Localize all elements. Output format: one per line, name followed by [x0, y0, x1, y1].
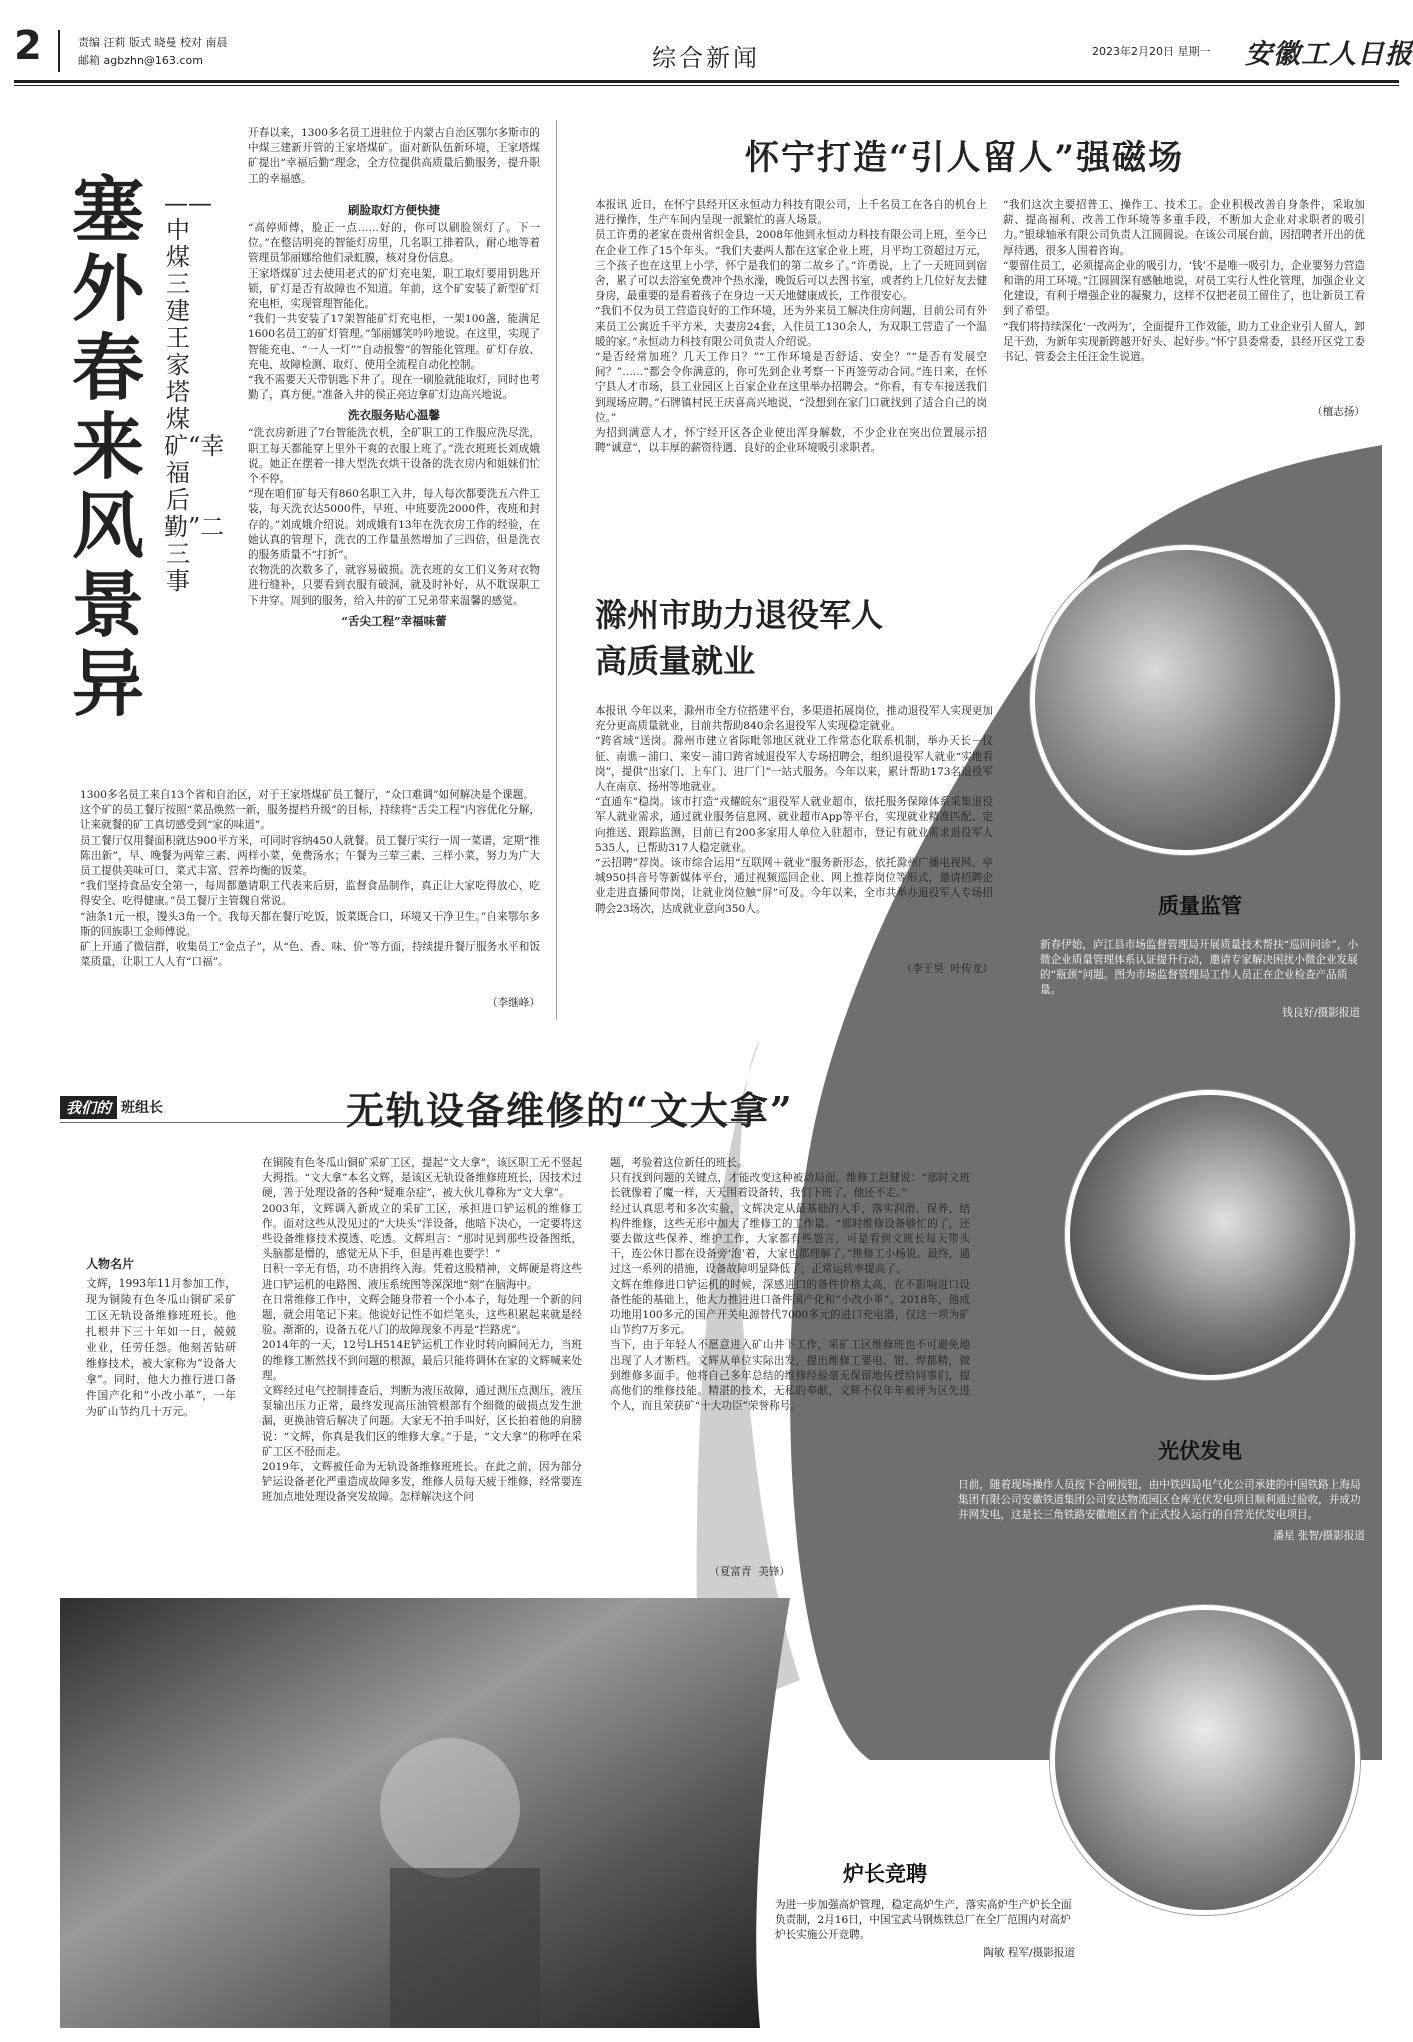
photo3-credit: 陶敏 程军/摄影报道: [983, 1947, 1075, 1959]
staff-credits: 责编 汪莉 版式 晓曼 校对 南晨: [78, 36, 228, 49]
story1-subtitle: ——中煤三建王家塔煤矿“幸福后勤”二三事: [164, 189, 225, 595]
masthead-logo: 安徽工人日报: [1245, 39, 1413, 70]
profile-text: 文辉，1993年11月参加工作，现为铜陵有色冬瓜山铜矿采矿工区无轨设备维修班班长。他扎根井下三十年如一日，兢兢业业，任劳任怨。他刻苦钻研维修技术，被大家称为“设备大拿”。同时，他大力推行进口备件国产化和“小改小革”，一年为矿山节约几十万元。: [86, 1277, 236, 1418]
quality-inspection-photo: [1030, 545, 1340, 855]
story2-column-b: “我们这次主要招普工、操作工、技术工。企业积极改善自身条件，采取加薪、提高福利、改善工作环境等多重手段，不断加大企业对求职者的吸引力。”银球轴承有限公司负责人江圆圆说。在该公司展台前，因招聘者开出的优厚待遇，很多人围着咨询。 “要留住员工，必须提高企业的吸引力，‘钱’不是唯一吸引力，企业要努力营造和谐的用工环境。”江圆圆深有感触地说，对员工实行人性化管理，加强企业文化建设，有利于增强企业的凝聚力，这样不仅把老员工留住了，也让新员工看到了希望。 “我们将持续深化‘一改两为’，全面提升工作效能，助力工业企业引人留人，卸足干劲，为新年实现新跨越开好头、起好步。”怀宁县委常委，县经开区党工委书记、管委会主任汪金生说道。: [1003, 199, 1365, 364]
story2-byline: （檀志扬）: [1312, 406, 1365, 418]
story1-heading-1: 刷脸取灯方便快捷: [348, 203, 440, 217]
profile-title: 人物名片: [86, 1257, 135, 1271]
story2-title: 怀宁打造“引人留人”强磁场: [745, 138, 1185, 178]
solar-power-photo: [1065, 1090, 1355, 1380]
story3-body: 本报讯 今年以来，滁州市全方位搭建平台，多渠道拓展岗位，推动退役军人实现更加充分更高质量就业，目前共帮助840余名退役军人实现稳定就业。 “跨省域”送岗。滁州市建立省际毗邻地区就业工作常态化联系机制，举办天长－仪征、南谯－浦口、来安－浦口跨省域退役军人专场招聘会，组织退役军人就业“实地看岗”，提供“出家门、上车门、进厂门”一站式服务。今年以来，累计帮助173名退役军人在南京、扬州等地就业。 “直通车”稳岗。该市打造“戎耀皖东”退役军人就业超市，依托服务保障体系采集退役军人就业需求，通过就业服务信息网、就业超市App等平台，实现就业精准匹配、定向推送、跟踪监测，目前已有200多家用人单位入驻超市，登记有就业需求退役军人535人，已帮助317人稳定就业。 “云招聘”荐岗。该市综合运用“互联网＋就业”服务新形态，依托滁州广播电视网、亭城950抖音号等新媒体平台，通过视频巡回企业、网上推荐岗位等形式，邀请招聘企业走进直播间带岗，让就业岗位触“屏”可及。今年以来，全市共举办退役军人专场招聘会23场次，达成就业意向350人。: [595, 705, 993, 915]
section-name: 综合新闻: [652, 44, 760, 72]
column-tag-name: 班组长: [121, 1100, 164, 1116]
story4-byline: （夏富青 美锋）: [709, 1566, 790, 1578]
photo3-caption: 为进一步加强高炉管理，稳定高炉生产，落实高炉生产炉长全面负责制，2月16日，中国宝武马钢炼铁总厂在全厂范围内对高炉炉长实施公开竞聘。: [775, 1899, 1072, 1941]
page-number: 2: [14, 23, 42, 69]
photo1-title: 质量监管: [1158, 893, 1242, 918]
photo3-title: 炉长竞聘: [843, 1861, 927, 1886]
story1-section-3: 1300多名员工来自13个省和自治区，对于王家塔煤矿员工餐厅，“众口难调”如何解决是个课题。 这个矿的员工餐厅按照“菜品焕然一新，服务提档升级”的目标，持续将“舌尖工程”内容优化分解，让来就餐的矿工真切感受到“家的味道”。 员工餐厅仅用餐面积就达900平方米，可同时容纳450人就餐。员工餐厅实行一周一菜谱，定期“推陈出新”，早、晚餐为两荤三素、两样小菜，免费汤水；午餐为三荤三素、三样小菜，努力为广大员工提供美味可口、菜式丰富、营养均衡的饭菜。 “我们坚持食品安全第一，每周都邀请职工代表来后厨，监督食品制作，真正让大家吃得放心、吃得安全、吃得健康。”员工餐厅主管魏自常说。 “油条1元一根，馒头3角一个。我每天都在餐厅吃饭，饭菜既合口，环境又干净卫生。”自来鄂尔多斯的回族职工金师傅说。 矿上开通了微信群，收集员工“金点子”，从“色、香、味、价”等方面，持续提升餐厅服务水平和饭菜质量，让职工人人有“口福”。: [80, 789, 540, 969]
story1-title: 塞外春来风景异: [71, 167, 144, 726]
contact-email: 邮箱 agbzhn@163.com: [78, 54, 203, 67]
story1-byline: （李继峰）: [487, 997, 540, 1009]
profile-box: [86, 1255, 236, 1420]
column-tag: [60, 1096, 163, 1118]
story1-column-a: [248, 198, 540, 632]
story3-title-line1: 滁州市助力退役军人: [595, 596, 884, 634]
story3-title-line2: 高质量就业: [595, 642, 756, 680]
photo2-caption: 日前，随着现场操作人员按下合闸按钮，由中铁四局电气化公司承建的中国铁路上海局集团有限公司安徽铁道集团公司安达物流园区仓库光伏发电项目顺利通过验收，并成功并网发电，这是长三角铁路安徽地区首个正式投入运行的自营光伏发电项目。: [958, 1479, 1361, 1521]
issue-date: 2023年2月20日 星期一: [1092, 45, 1211, 58]
photo2-title: 光伏发电: [1158, 1438, 1242, 1463]
photo1-caption: 新春伊始，庐江县市场监督管理局开展质量技术帮扶“巡回问诊”，小微企业质量管理体系认证提升行动，邀请专家解决困扰小微企业发展的“瓶颈”问题。图为市场监督管理局工作人员正在企业检查产品质量。: [1040, 939, 1359, 996]
equipment-repair-photo: [60, 1598, 790, 2028]
story4-title: 无轨设备维修的“文大拿”: [346, 1088, 794, 1133]
vertical-divider: [556, 120, 557, 1020]
column-tag-label: 我们的: [60, 1096, 117, 1119]
story1-section-1: “高停师傅，脸正一点……好的，你可以刷脸领灯了。下一位。”在整洁明亮的智能灯房里，几名职工排着队，耐心地等着管理员邹丽娜给他们录虹膜，核对身份信息。 王家塔煤矿过去使用老式的矿灯充电架，职工取灯要用钥匙开锁，矿灯是否有故障也不知道。年前，这个矿安装了新型矿灯充电柜，实现管理智能化。 “我们一共安装了17架智能矿灯充电柜，一架100盏，能满足1600名员工的矿灯管理。”邹丽娜笑吟吟地说。在这里，实现了智能充电、“一人一灯”“自动报警”的智能化管理。矿灯存放、充电、故障检测、取灯、使用全流程自动化控制。 “我不需要天天带钥匙下井了。现在一刷脸就能取灯，同时也考勤了，真方便。”准备入井的侯正亮边拿矿灯边高兴地说。: [248, 222, 540, 402]
story2-column-a: 本报讯 近日，在怀宁县经开区永恒动力科技有限公司，上千名员工在各自的机台上进行操作，生产车间内呈现一派繁忙的喜人场景。 员工许勇的老家在贵州省织金县，2008年他到永恒动力科技有限公司上班，至今已在企业工作了15个年头。“我们夫妻两人都在这家企业上班，月平均工资超过万元，三个孩子也在这里上小学，怀宁是我们的第二故乡了。”许勇说，上了一天班回到宿舍，累了可以去浴室免费冲个热水澡，晚饭后可以去图书室，或者约上几位好友去健身房，最重要的是看着孩子在身边一天天地健康成长，工作很安心。 “我们不仅为员工营造良好的工作环境，还为外来员工解决住房问题，目前公司有外来员工公寓近千平方米，夫妻房24套，入住员工130余人，为双职工营造了一个温暖的家。”永恒动力科技有限公司负责人介绍说。 “是否经常加班？几天工作日？”“工作环境是否舒适、安全？”“是否有发展空间？”……“都会令你满意的，你可先到企业考察一下再签劳动合同。”连日来，在怀宁县人才市场，县工业园区上百家企业在这里举办招聘会。“你看，有专车接送我们到现场应聘。”石牌镇村民王庆喜高兴地说，“没想到在家门口就找到了适合自己的岗位。” 为招到满意人才，怀宁经开区各企业使出浑身解数，不少企业在突出位置展示招聘“诚意”，以丰厚的薪资待遇、良好的企业环境吸引求职者。: [595, 199, 987, 455]
furnace-chief-contest-photo: [1050, 1605, 1360, 1915]
photo1-credit: 钱良好/摄影报道: [1282, 1007, 1360, 1019]
story4-column-a: 在铜陵有色冬瓜山铜矿采矿工区，提起“文大拿”，该区职工无不竖起大拇指。“文大拿”本名文辉，是该区无轨设备维修班班长，因技术过硬，善于处理设备的各种“疑难杂症”，被大伙儿尊称为“文大拿”。 2003年，文辉调入新成立的采矿工区，承担进口铲运机的维修工作。面对这些从没见过的“大块头”洋设备，他暗下决心，一定要将这些设备维修技术摸透、吃透。文辉坦言：“那时见到那些设备图纸，头脑都是懵的，感觉无从下手，但是再难也要学！” 日积一辛无有悟，功不唐捐终入海。凭着这股精神，文辉硬是将这些进口铲运机的电路图、液压系统图等深深地“刻”在脑海中。 在日常维修工作中，文辉会随身带着一个小本子，每处理一个新的问题，就会用笔记下来。他说好记性不如烂笔头，这些积累起来就是经验。渐渐的，设备五花八门的故障现象不再是“拦路虎”。 2014年的一天，12号LH514E铲运机工作业时转向瞬间无力，当班的维修工断然找不到问题的根源，最后只能将调休在家的文辉喊来处理。 文辉经过电气控制排查后，判断为液压故障，通过测压点测压，液压泵输出压力正常，最终发现高压油管根部有个细微的破损点发生泄漏，更换油管后解决了问题。大家无不拍手叫好，区长拍着他的肩膀说：“文辉，你真是我们区的维修大拿。”于是，“文大拿”的称呼在采矿工区不胫而走。 2019年，文辉被任命为无轨设备维修班班长。在此之前，因为部分铲运设备老化严重造成故障多发，维修人员每天疲于维修，经常要连班加点地处理设备突发故障。怎样解决这个问: [262, 1157, 582, 1504]
story4-column-b: 题，考验着这位新任的班长。 只有找到问题的关键点，才能改变这种被动局面。维修工赵健说：“那时文班长就像着了魔一样，天天围着设备转，我们下班了，他还不走。” 经过认真思考和多次实验，文辉决定从最基础的入手，落实润滑、保养、结构件维修，这些无形中加大了维修工的工作量。“那时维修设备够忙的了，还要去做这些保养、维护工作，大家都有些怨言，可是看到文班长每天带头干，连公休日都在设备旁‘泡’着，大家也都理解了。”维修工小杨说。最终，通过这一系列的措施，设备故障明显降低了，正常运转率提高了。 文辉在维修进口铲运机的时候，深感进口的备件价格太高，在不影响进口设备性能的基础上，他大力推进进口备件国产化和“小改小革”。2018年，他成功地用100多元的国产开关电源替代7000多元的进口充电器，仅这一项为矿山节约7万多元。 当下，由于年轻人不愿意进入矿山井下工作，采矿工区维修班也不可避免地出现了人才断档。文辉从单位实际出发，提出维修工要电、钳、焊都精，做到维修多面手。他将自己多年总结的维修经验毫无保留地传授给同事们，提高他们的维修技能。精湛的技术，无私的奉献，文辉不仅年年被评为区先进个人，而且荣获矿“十大功臣”荣誉称号。: [610, 1157, 970, 1413]
story1-heading-2: 洗衣服务贴心温馨: [348, 408, 440, 423]
story1-intro: 开春以来，1300多名员工进驻位于内蒙古自治区鄂尔多斯市的中煤三建新开管的王家塔煤矿。面对新队伍新环境，王家塔煤矿提出“幸福后勤”理念，全方位提供高质量后勤服务，提升职工的幸福感。: [248, 127, 540, 185]
photo2-credit: 潘星 张智/摄影报道: [1273, 1530, 1365, 1542]
story1-section-2: “洗衣房新进了7台智能洗衣机，全矿职工的工作服应洗尽洗，职工每天都能穿上里外干爽的衣服上班了。”洗衣班班长刘成娥说。她正在摆着一排大型洗衣烘干设备的洗衣房内和姐妹们忙个不停。 “现在咱们矿每天有860名职工入井，每人每次都要洗五六件工装，每天洗衣达5000件，早班、中班要洗2000件，夜班和封存的。”刘成娥介绍说。刘成娥有13年在洗衣房工作的经验，在她认真的管理下，洗衣的工作量虽然增加了三四倍，但是洗衣的服务质量不“打折”。 衣物洗的次数多了，就容易破损。洗衣班的女工们义务对衣物进行缝补，只要看到衣服有破洞，就及时补好，从不耽误职工下井穿。周到的服务，给入井的矿工兄弟带来温馨的感觉。: [248, 427, 540, 607]
story3-byline: （李王昊 叶传龙）: [901, 963, 993, 975]
story1-heading-3: “舌尖工程”幸福味蕾: [341, 613, 447, 628]
